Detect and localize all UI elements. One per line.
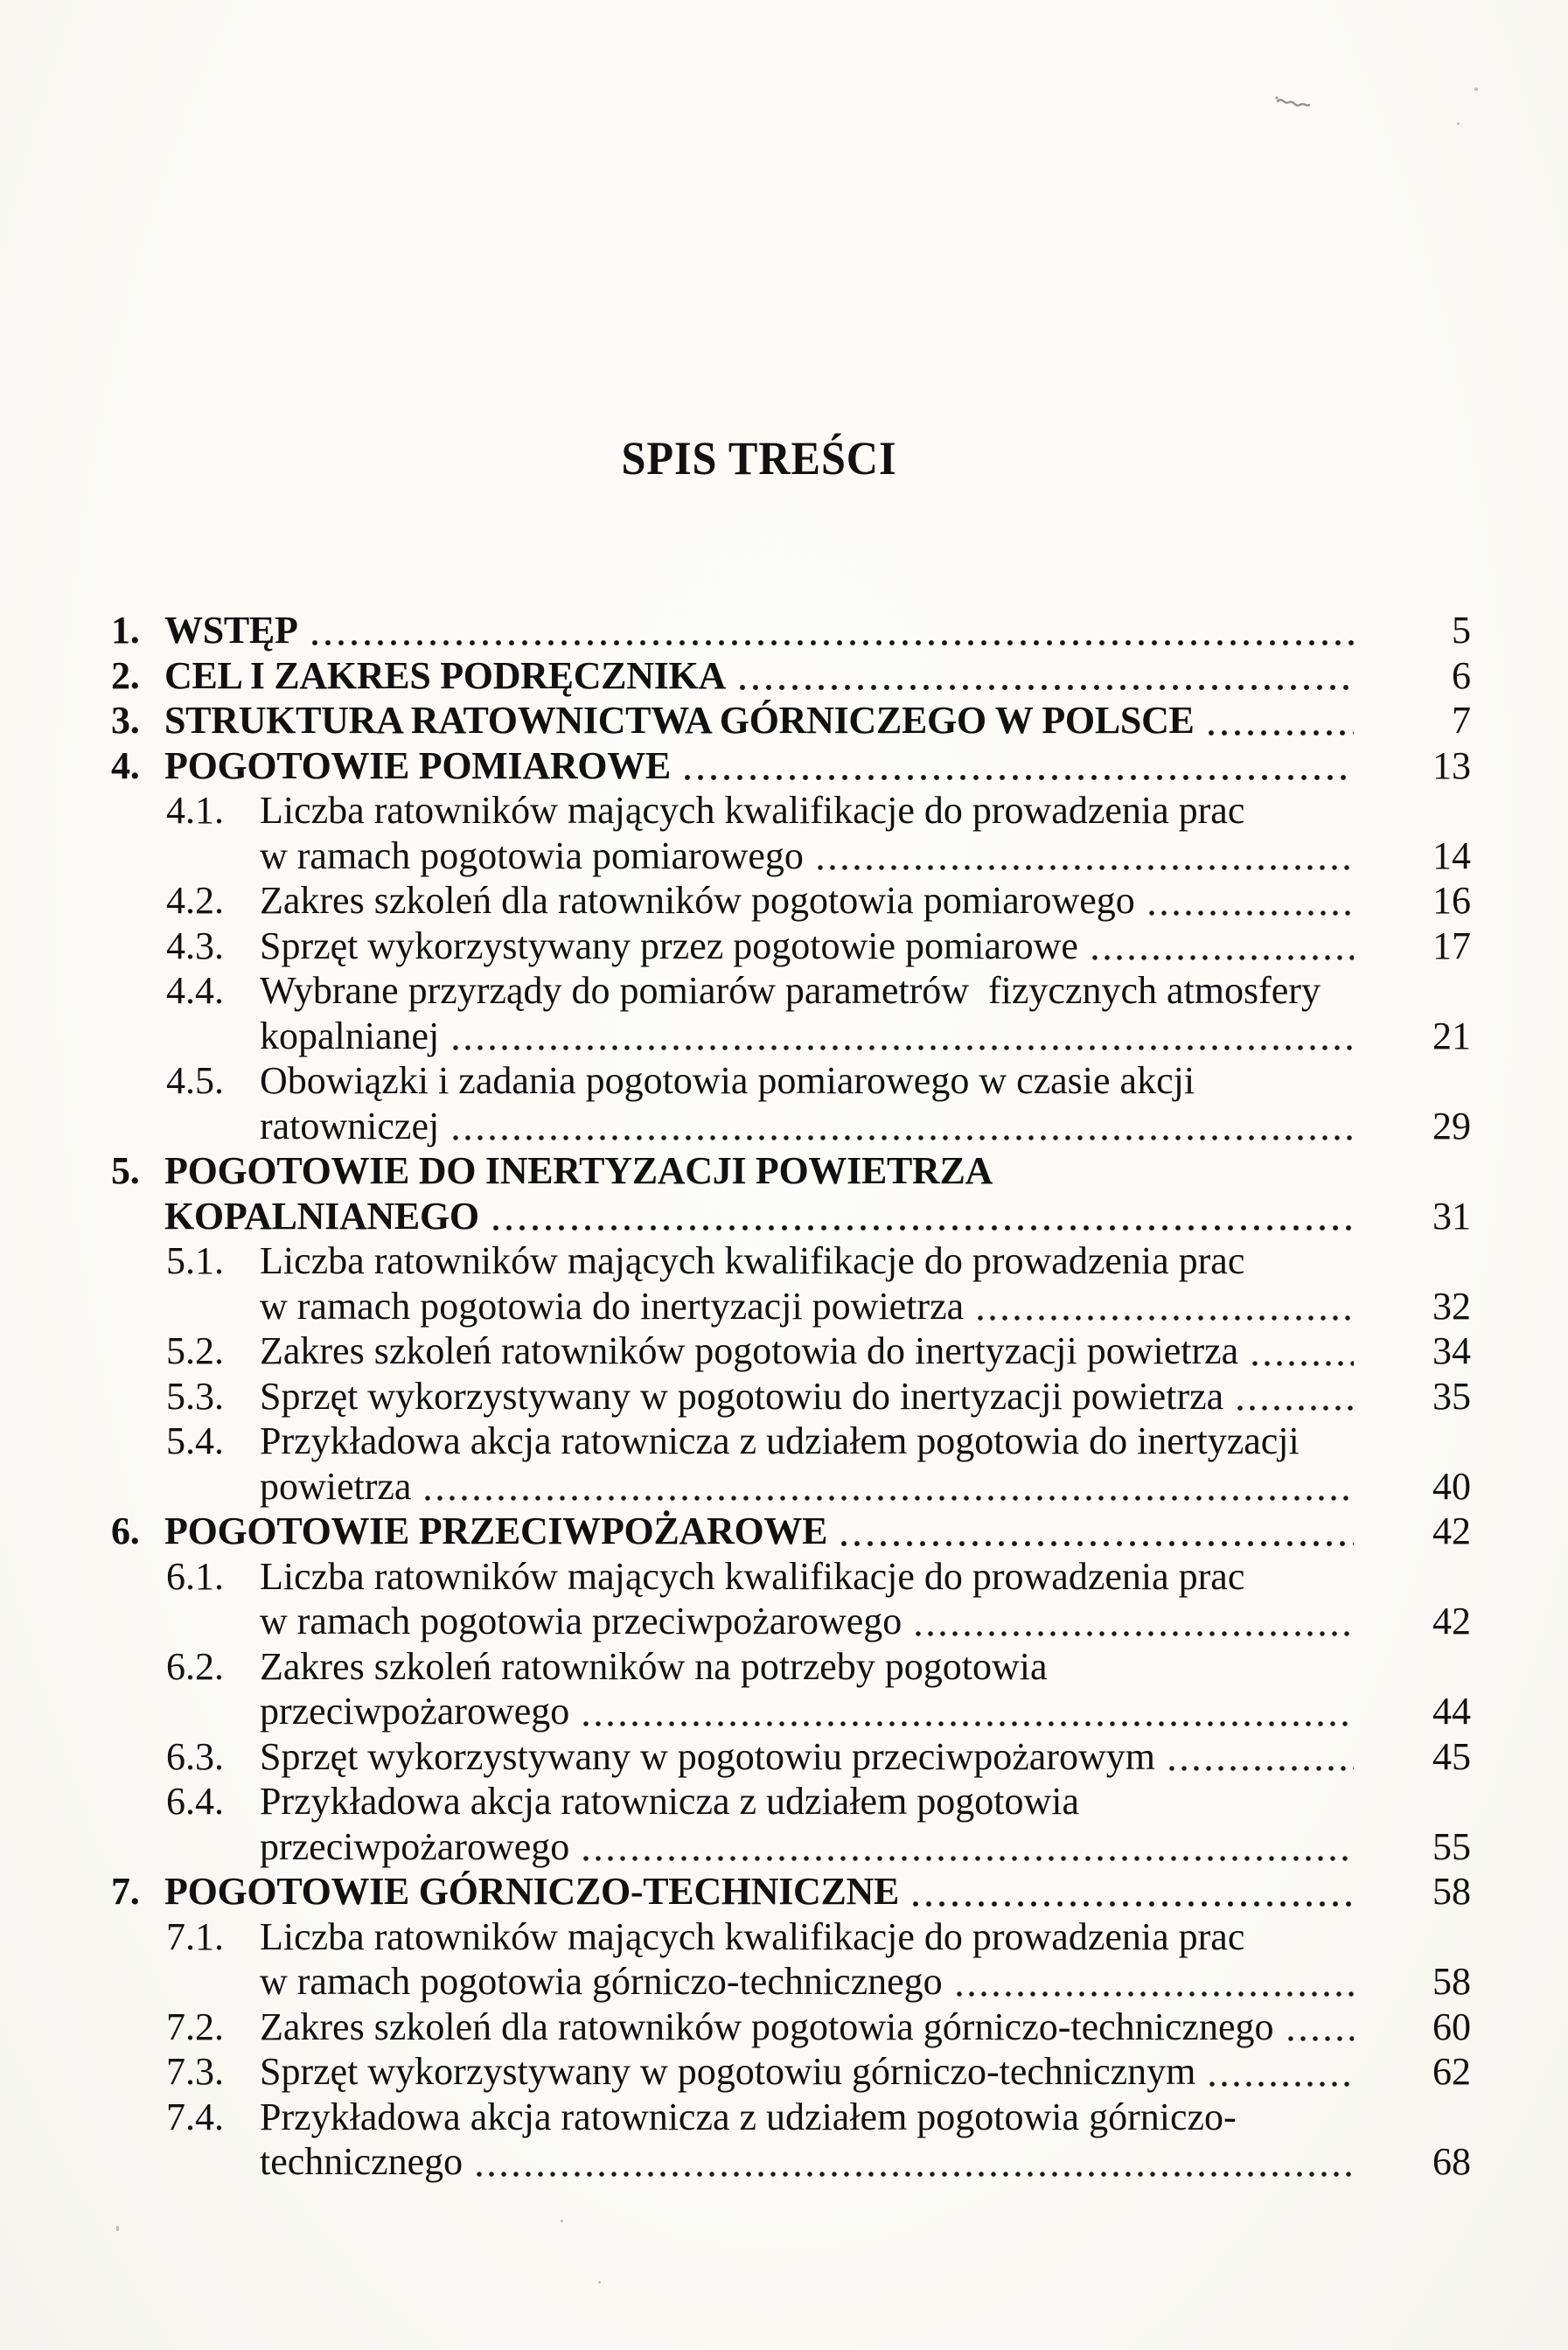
toc-entry-line (111, 1014, 1471, 1059)
dot-leader (671, 743, 1357, 789)
dot-leader (463, 2139, 1357, 2185)
entry-text: POGOTOWIE POMIAROWE (164, 743, 671, 787)
entry-text: kopalnianej (260, 1014, 440, 1057)
toc-entry-line (111, 1419, 1471, 1464)
entry-number: 7.1. (166, 1914, 224, 1958)
entry-number: 6.1. (166, 1554, 224, 1598)
dot-leader (1078, 924, 1357, 969)
entry-text: Przykładowa akcja ratownicza z udziałem pogotowia górniczo- (260, 2095, 1237, 2138)
entry-text: Liczba ratowników mających kwalifikacje do prowadzenia prac (260, 1239, 1245, 1282)
entry-text: Wybrane przyrządy do pomiarów parametrów fizycznych atmosfery (260, 969, 1321, 1012)
toc-entry-line (111, 2049, 1471, 2095)
entry-page-number: 6 (1452, 653, 1471, 697)
dot-leader (1195, 698, 1357, 743)
entry-page-number: 21 (1432, 1014, 1471, 1057)
entry-text: POGOTOWIE GÓRNICZO-TECHNICZNE (164, 1870, 900, 1913)
dot-leader (964, 1284, 1357, 1329)
entry-page-number: 34 (1432, 1329, 1471, 1372)
toc-entry-line (111, 788, 1471, 833)
toc-entry-line (111, 1959, 1471, 2005)
entry-page-number: 42 (1432, 1510, 1471, 1552)
entry-number: 7.3. (166, 2050, 224, 2093)
entry-page-number: 17 (1432, 924, 1471, 967)
toc-entry-line (111, 1554, 1471, 1600)
entry-number: 5.4. (166, 1419, 224, 1462)
entry-number: 5. (111, 1149, 140, 1192)
toc-entry-line (111, 2005, 1471, 2050)
entry-text: przeciwpożarowego (260, 1824, 570, 1868)
entry-text: STRUKTURA RATOWNICTWA GÓRNICZEGO W POLSCE (164, 699, 1195, 742)
toc-entry-line (111, 968, 1471, 1014)
toc-entry-line (111, 2139, 1471, 2185)
entry-number: 1. (111, 609, 140, 652)
entry-text: Liczba ratowników mających kwalifikacje do prowadzenia prac (260, 1914, 1245, 1958)
entry-number: 7. (111, 1870, 140, 1913)
toc-entry-line (111, 1824, 1471, 1870)
entry-number: 7.2. (166, 2005, 224, 2048)
dot-leader (726, 653, 1357, 699)
toc-entry-line (111, 1869, 1471, 1914)
entry-text: POGOTOWIE DO INERTYZACJI POWIETRZA (164, 1149, 993, 1192)
entry-text: Sprzęt wykorzystywany przez pogotowie pomiarowe (260, 924, 1078, 967)
entry-page-number: 35 (1432, 1374, 1471, 1418)
entry-number: 5.3. (166, 1374, 224, 1418)
entry-page-number: 32 (1432, 1284, 1471, 1328)
toc-entry-line (111, 1734, 1471, 1780)
scan-speck (598, 2281, 601, 2284)
entry-text: w ramach pogotowia górniczo-technicznego (260, 1960, 943, 2003)
entry-page-number: 68 (1432, 2140, 1471, 2183)
entry-text: w ramach pogotowia pomiarowego (260, 833, 804, 877)
dot-leader (439, 1104, 1357, 1149)
dot-leader (1238, 1328, 1357, 1374)
toc-entry-line (111, 1058, 1471, 1104)
toc-entry-line (111, 1328, 1471, 1374)
entry-number: 6.3. (166, 1734, 224, 1778)
entry-text: KOPALNIANEGO (164, 1194, 479, 1238)
entry-number: 4.5. (166, 1059, 224, 1102)
dot-leader (411, 1464, 1357, 1510)
entry-text: Sprzęt wykorzystywany w pogotowiu przeciwpożarowym (260, 1734, 1155, 1778)
entry-number: 4. (111, 743, 140, 787)
entry-page-number: 42 (1432, 1600, 1471, 1642)
toc-entry-line (111, 878, 1471, 924)
entry-number: 5.2. (166, 1329, 224, 1372)
entry-page-number: 62 (1432, 2050, 1471, 2093)
entry-page-number: 58 (1432, 1960, 1471, 2003)
dot-leader (1195, 2049, 1357, 2095)
dot-leader (804, 833, 1357, 879)
scan-noise-mark (1275, 91, 1312, 115)
toc-entry-line (111, 924, 1471, 969)
scan-speck (1474, 87, 1478, 91)
dot-leader (1223, 1374, 1357, 1419)
entry-page-number: 29 (1432, 1104, 1471, 1147)
toc-entry-line (111, 1914, 1471, 1960)
entry-text: CEL I ZAKRES PODRĘCZNIKA (164, 653, 726, 697)
entry-number: 7.4. (166, 2095, 224, 2138)
entry-page-number: 14 (1432, 833, 1471, 877)
dot-leader (298, 608, 1357, 653)
dot-leader (569, 1824, 1357, 1870)
entry-number: 4.2. (166, 879, 224, 922)
entry-page-number: 13 (1432, 743, 1471, 787)
entry-page-number: 5 (1452, 609, 1471, 652)
toc-entry-line (111, 1104, 1471, 1149)
entry-number: 6. (111, 1510, 140, 1552)
toc-entry-line (111, 1284, 1471, 1329)
toc-entry-line (111, 1194, 1471, 1239)
entry-text: WSTĘP (164, 609, 298, 652)
toc-entry-line (111, 1464, 1471, 1510)
entry-text: Liczba ratowników mających kwalifikacje do prowadzenia prac (260, 1554, 1245, 1598)
entry-text: Liczba ratowników mających kwalifikacje do prowadzenia prac (260, 789, 1245, 832)
dot-leader (899, 1869, 1357, 1914)
entry-text: powietrza (260, 1464, 412, 1508)
entry-text: w ramach pogotowia przeciwpożarowego (260, 1600, 902, 1642)
dot-leader (902, 1599, 1357, 1644)
toc-entry-line (111, 698, 1471, 743)
entry-page-number: 44 (1432, 1690, 1471, 1733)
page-title: SPIS TREŚCI (621, 432, 897, 485)
toc-entry-line (111, 1148, 1471, 1194)
scan-speck (1457, 122, 1460, 125)
entry-number: 5.1. (166, 1239, 224, 1282)
entry-text: Zakres szkoleń dla ratowników pogotowia pomiarowego (260, 879, 1135, 922)
entry-text: Przykładowa akcja ratownicza z udziałem pogotowia do inertyzacji (260, 1419, 1300, 1462)
entry-text: POGOTOWIE PRZECIWPOŻAROWE (164, 1510, 828, 1552)
toc-entry-line (111, 1779, 1471, 1824)
entry-number: 3. (111, 699, 140, 742)
table-of-contents (111, 608, 1471, 2185)
entry-number: 6.2. (166, 1644, 224, 1688)
entry-text: Zakres szkoleń ratowników pogotowia do inertyzacji powietrza (260, 1329, 1239, 1372)
scan-speck (561, 2220, 563, 2222)
dot-leader (1135, 878, 1357, 924)
entry-text: Zakres szkoleń dla ratowników pogotowia górniczo-technicznego (260, 2005, 1274, 2048)
dot-leader (479, 1194, 1357, 1239)
dot-leader (1274, 2005, 1358, 2050)
entry-text: w ramach pogotowia do inertyzacji powietrza (260, 1284, 965, 1328)
dot-leader (943, 1959, 1357, 2005)
entry-text: Sprzęt wykorzystywany w pogotowiu do inertyzacji powietrza (260, 1374, 1224, 1418)
entry-number: 2. (111, 653, 140, 697)
toc-entry-line (111, 1644, 1471, 1690)
dot-leader (569, 1689, 1357, 1734)
toc-entry-line (111, 1509, 1471, 1554)
dot-leader (827, 1509, 1357, 1554)
entry-page-number: 60 (1432, 2005, 1471, 2048)
entry-page-number: 40 (1432, 1464, 1471, 1508)
entry-number: 4.4. (166, 969, 224, 1012)
entry-page-number: 55 (1432, 1824, 1471, 1868)
scan-speck (116, 2226, 119, 2231)
entry-text: ratowniczej (260, 1104, 440, 1147)
entry-page-number: 31 (1432, 1194, 1471, 1238)
toc-entry-line (111, 653, 1471, 699)
toc-entry-line (111, 2095, 1471, 2140)
entry-page-number: 45 (1432, 1734, 1471, 1778)
entry-number: 4.1. (166, 789, 224, 832)
entry-text: Obowiązki i zadania pogotowia pomiarowego w czasie akcji (260, 1059, 1195, 1102)
entry-text: Przykładowa akcja ratownicza z udziałem pogotowia (260, 1780, 1080, 1823)
toc-entry-line (111, 1238, 1471, 1284)
dot-leader (439, 1014, 1357, 1059)
toc-entry-line (111, 743, 1471, 789)
dot-leader (1155, 1734, 1357, 1780)
entry-page-number: 16 (1432, 879, 1471, 922)
toc-entry-line (111, 833, 1471, 879)
entry-text: technicznego (260, 2140, 463, 2183)
entry-text: Sprzęt wykorzystywany w pogotowiu górniczo-technicznym (260, 2050, 1196, 2093)
toc-entry-line (111, 1689, 1471, 1734)
toc-entry-line (111, 1374, 1471, 1419)
entry-page-number: 58 (1432, 1870, 1471, 1913)
toc-entry-line (111, 608, 1471, 653)
entry-page-number: 7 (1452, 699, 1471, 742)
toc-entry-line (111, 1599, 1471, 1644)
entry-number: 4.3. (166, 924, 224, 967)
entry-text: przeciwpożarowego (260, 1690, 570, 1733)
entry-number: 6.4. (166, 1780, 224, 1823)
entry-text: Zakres szkoleń ratowników na potrzeby pogotowia (260, 1644, 1048, 1688)
